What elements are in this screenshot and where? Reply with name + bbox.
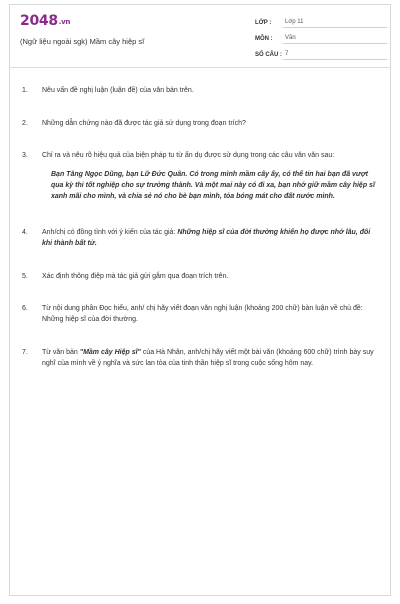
worksheet — [9, 4, 391, 596]
question-7 — [22, 348, 376, 369]
meta-value-subject: Văn — [283, 35, 387, 44]
question-text: Từ nội dung phần Đọc hiểu, anh/ chị hãy viết đoạn văn nghị luận (khoảng 200 chữ) bàn luận về chủ đề: Những hiệp sĩ của đời thường. — [42, 305, 363, 323]
question-5 — [22, 272, 376, 283]
document-title: (Ngữ liệu ngoài sgk) Mầm cây hiệp sĩ — [20, 37, 145, 46]
question-number: 1. — [22, 87, 28, 94]
question-number: 5. — [22, 273, 28, 280]
meta-label-subject: MÔN : — [255, 36, 273, 42]
question-6 — [22, 304, 376, 325]
question-text-plain-after: của Hà Nhân, anh/chị hãy viết một bài văn (khoảng 600 chữ) trình bày suy nghĩ của mình về ý nghĩa và sức lan tỏa của tinh thần hiệp sĩ trong cuộc sống hôm nay. — [42, 349, 374, 367]
question-text — [42, 228, 376, 249]
question-text: Xác định thông điệp mà tác giả gửi gắm qua đoạn trích trên. — [42, 273, 229, 280]
meta-row-count — [255, 45, 387, 60]
question-text: Chỉ ra và nêu rõ hiệu quả của biện pháp tu từ ẩn dụ được sử dụng trong các câu văn văn sau: — [42, 152, 335, 159]
question-number: 6. — [22, 305, 28, 312]
question-2 — [22, 119, 376, 130]
meta-info — [255, 13, 387, 61]
question-number: 7. — [22, 349, 28, 356]
question-number: 3. — [22, 152, 28, 159]
quoted-passage: Bạn Tăng Ngọc Dũng, bạn Lữ Đức Quân. Có trong mình mầm cây ấy, có thể tin hai bạn đã vượt qua kỳ thi tốt nghiệp cho sự trưởng thành. Và một mai này có đi xa, bạn nhớ giữ mầm cây hiệp sĩ xanh mãi cho mình, và chia sẻ nó cho bè bạn mình, tỏa bóng mát cho đất nước mình. — [51, 171, 375, 200]
meta-row-subject — [255, 29, 387, 44]
meta-label-count: SỐ CÂU : — [255, 52, 282, 58]
logo-main: 2048 — [20, 13, 58, 29]
question-text: Những dẫn chứng nào đã được tác giả sử dụng trong đoạn trích? — [42, 120, 246, 127]
question-number: 4. — [22, 229, 28, 236]
question-text-plain: Anh/chị có đồng tình với ý kiến của tác giả: — [42, 229, 178, 236]
question-text: Nêu vấn đề nghị luận (luận đề) của văn bản trên. — [42, 87, 194, 94]
meta-row-class — [255, 13, 387, 28]
meta-value-count: 7 — [283, 51, 387, 60]
question-3 — [22, 151, 376, 162]
question-text-emphasis: "Mầm cây Hiệp sĩ" — [79, 349, 141, 356]
question-text-emphasis: Những hiệp sĩ của đời thường khiến họ được nhớ lâu, đôi khi thành bất tử. — [42, 229, 371, 247]
logo-tld: .vn — [58, 18, 71, 26]
question-text-plain: Từ văn bản — [42, 349, 80, 356]
question-1 — [22, 86, 376, 97]
worksheet-header — [10, 5, 390, 68]
question-number: 2. — [22, 120, 28, 127]
question-text — [42, 348, 376, 369]
meta-label-class: LỚP : — [255, 20, 272, 26]
site-logo[interactable] — [20, 13, 70, 29]
meta-value-class: Lớp 11 — [283, 19, 387, 28]
question-4 — [22, 228, 376, 249]
